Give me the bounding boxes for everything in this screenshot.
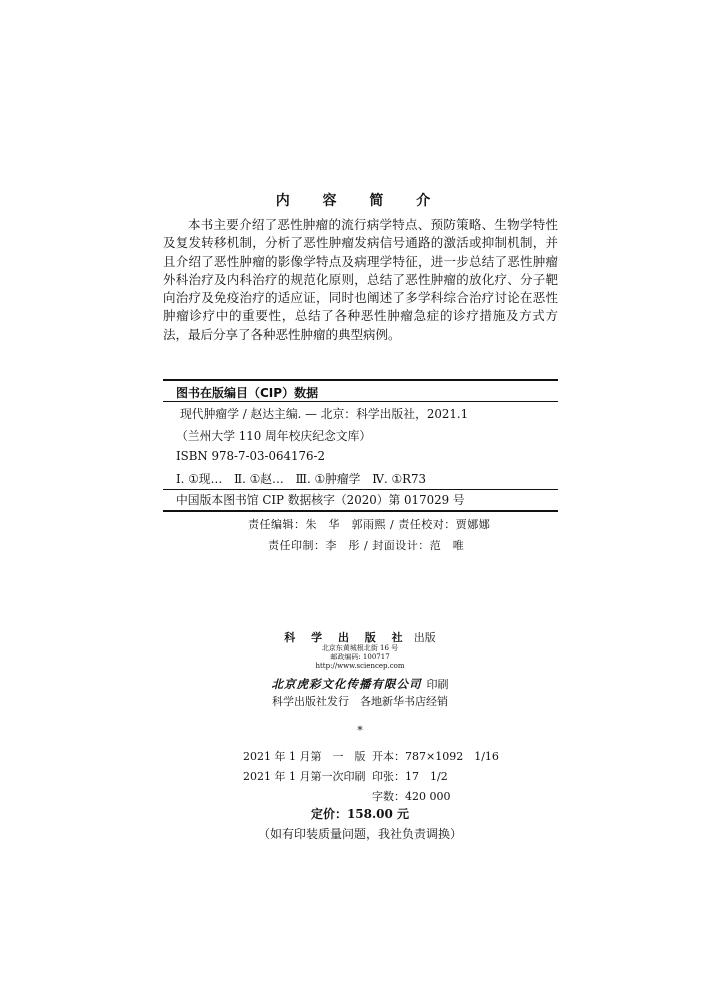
credits-production: 责任印制：李 彤 / 封面设计：范 唯 bbox=[268, 539, 465, 552]
cip-heading: 图书在版编目（CIP）数据 bbox=[176, 386, 319, 400]
cip-line-series: （兰州大学 110 周年校庆纪念文库） bbox=[176, 429, 372, 443]
intro-body: 本书主要介绍了恶性肿瘤的流行病学特点、预防策略、生物学特性及复发转移机制，分析了恶性肿瘤发病信号通路的激活或抑制机制，并且介绍了恶性肿瘤的影像学特点及病理学特征，进一步总结了恶性肿瘤外科治疗及内科治疗的规范化原则，总结了恶性肿瘤的放化疗、分子靶向治疗及免疫治疗的适应证，同时也阐述了多学科综合治疗讨论在恶性肿瘤诊疗中的重要性，总结了各种恶性肿瘤急症的诊疗措施及方式方法，最后分享了各种恶性肿瘤的典型病例。 bbox=[163, 217, 558, 342]
spec-printing: 2021 年 1 月第一次印刷 bbox=[243, 770, 366, 783]
cip-footer: 中国版本图书馆 CIP 数据核字（2020）第 017029 号 bbox=[176, 493, 465, 507]
spec-words: 字数：420 000 bbox=[372, 790, 451, 803]
printer-suffix: 印刷 bbox=[426, 678, 449, 691]
publisher-postcode: 邮政编码: 100717 bbox=[330, 653, 390, 661]
cip-bottom-rule bbox=[163, 510, 558, 512]
cip-line-isbn: ISBN 978-7-03-064176-2 bbox=[176, 449, 325, 463]
cip-heading-rule bbox=[163, 401, 558, 402]
publisher-address: 北京东黄城根北街 16 号 bbox=[321, 644, 399, 652]
price-line bbox=[0, 805, 720, 822]
cip-line-title: 现代肿瘤学 / 赵达主编. — 北京：科学出版社，2021.1 bbox=[180, 407, 469, 421]
spec-edition: 2021 年 1 月第 一 版 bbox=[243, 750, 366, 763]
price-label: 定价： bbox=[310, 807, 347, 821]
intro-title: 内 容 简 介 bbox=[275, 193, 445, 209]
publisher-name: 科 学 出 版 社 bbox=[284, 631, 409, 644]
printer-line bbox=[0, 673, 720, 692]
printer-name: 北京虎彩文化传播有限公司 bbox=[271, 677, 422, 691]
publisher-suffix: 出版 bbox=[413, 631, 436, 644]
distribution-line: 科学出版社发行 各地新华书店经销 bbox=[272, 695, 448, 708]
credits-editors: 责任编辑：朱 华 郭雨熙 / 责任校对：贾娜娜 bbox=[248, 518, 491, 531]
quality-notice: （如有印装质量问题，我社负责调换） bbox=[257, 827, 462, 841]
publisher-line bbox=[0, 626, 720, 645]
separator-asterisk: * bbox=[357, 724, 363, 737]
publisher-website: http://www.sciencep.com bbox=[315, 662, 405, 670]
cip-line-classification: Ⅰ. ①现… Ⅱ. ①赵… Ⅲ. ①肿瘤学 Ⅳ. ①R73 bbox=[176, 472, 427, 486]
spec-sheets: 印张：17 1/2 bbox=[372, 770, 448, 783]
cip-top-rule bbox=[163, 379, 558, 381]
spec-format: 开本：787×1092 1/16 bbox=[372, 750, 499, 763]
price-value: 158.00 元 bbox=[346, 807, 410, 821]
cip-footer-rule bbox=[163, 489, 558, 490]
